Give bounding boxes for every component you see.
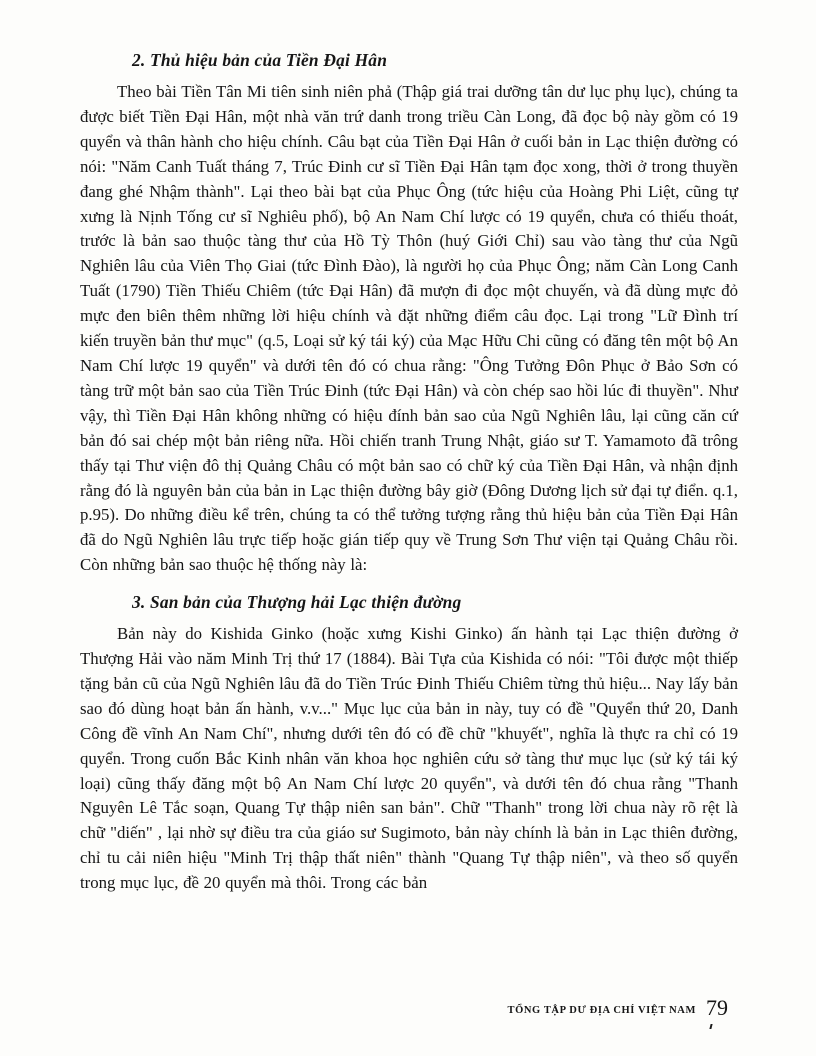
page-content	[80, 48, 738, 908]
page-number-wrap	[706, 997, 728, 1020]
section-2-heading: 2. Thủ hiệu bản của Tiền Đại Hân	[132, 50, 388, 70]
printer-tick-mark	[709, 1024, 712, 1029]
section-3-heading: 3. San bản của Thượng hải Lạc thiện đường	[132, 592, 462, 613]
page-number: 79	[706, 995, 728, 1020]
section-2-paragraph: Theo bài Tiền Tân Mi tiên sinh niên phả (Thập giá trai dưỡng tân dư lục phụ lục), chúng ta được biết Tiền Đại Hân, một nhà văn trứ danh trong triều Càn Long, đã đọc bộ này gồm có 19 quyển và thân hành cho hiệu chính. Câu bạt của Tiền Đại Hân ở cuối bản in Lạc thiện đường có nói: "Năm Canh Tuất tháng 7, Trúc Đinh cư sĩ Tiền Đại Hân tạm đọc xong, thời ở trong thuyền đang ghé Nhậm thành". Lại theo bài bạt của Phục Ông (tức hiệu của Hoàng Phi Liệt, cũng tự xưng là Nịnh Tống cư sĩ Nghiêu phố), bộ An Nam Chí lược có 19 quyển, chưa có thiếu thoát, trước là bản sao thuộc tàng thư của Hồ Tỳ Thôn (huý Giới Chỉ) sau vào tàng thư của Ngũ Nghiên lâu của Viên Thọ Giai (tức Đình Đào), là người họ của Phục Ông; năm Càn Long Canh Tuất (1790) Tiền Thiếu Chiêm (tức Đại Hân) đã mượn đi đọc một chuyến, và đã dùng mực đỏ mực đen biên thêm những lời hiệu chính và đặt những điểm câu đọc. Lại trong "Lữ Đình trí kiến truyền bản thư mục" (q.5, Loại sử ký tái ký) của Mạc Hữu Chi cũng có đăng tên một bộ An Nam Chí lược 19 quyển" và dưới tên đó có chua rằng: "Ông Tưởng Đôn Phục ở Bảo Sơn có tàng trữ một bản sao của Tiền Trúc Đinh (tức Đại Hân) và còn chép sao hồi lúc đi thuyền". Như vậy, thì Tiền Đại Hân không những có hiệu đính bản sao của Ngũ Nghiên lâu, lại cũng căn cứ bản đó sai chép một bản riêng nữa. Hồi chiến tranh Trung Nhật, giáo sư T. Yamamoto đã trông thấy tại Thư viện đô thị Quảng Châu có một bản sao có chữ ký của Tiền Đại Hân, và nhận định rằng đó là nguyên bản của bản in Lạc thiện đường bây giờ (Đông Dương lịch sử đại tự điển. q.1, p.95). Do những điều kể trên, chúng ta có thể tưởng tượng rằng thủ hiệu bản của Tiền Đại Hân đã do Ngũ Nghiên lâu trực tiếp hoặc gián tiếp quy về Trung Sơn Thư viện tại Quảng Châu rồi. Còn những bản sao thuộc hệ thống này là:	[80, 82, 738, 575]
section-3-paragraph: Bản này do Kishida Ginko (hoặc xưng Kishi Ginko) ấn hành tại Lạc thiện đường ở Thượng Hải vào năm Minh Trị thứ 17 (1884). Bài Tựa của Kishida có nói: "Tôi được một thiếp tặng bản cũ của Ngũ Nghiên lâu đã do Tiền Trúc Đinh Thiếu Chiêm từng thủ hiệu... Nay lấy bản sao đó dùng hoạt bản ấn hành, v.v..." Mục lục của bản in này, tuy có đề "Quyển thứ 20, Danh Công đề vĩnh An Nam Chí", nhưng dưới tên đó có đề chữ "khuyết", nghĩa là thực ra chỉ có 19 quyển. Trong cuốn Bắc Kinh nhân văn khoa học nghiên cứu sở tàng thư mục lục (sử ký tái ký loại) cũng thấy đăng một bộ An Nam Chí lược 20 quyển", và dưới tên đó chua rằng "Thanh Nguyên Lê Tắc soạn, Quang Tự thập niên san bản". Chữ "Thanh" trong lời chua này rõ rệt là chữ "diến" , lại nhờ sự điều tra của giáo sư Sugimoto, bản này chính là bản in Lạc thiên đường, chỉ tu cải niên hiệu "Minh Trị thập thất niên" thành "Quang Tự thập niên", và theo số quyển trong mục lục, đề 20 quyển mà thôi. Trong các bản	[80, 624, 738, 893]
page-footer	[507, 997, 728, 1020]
running-title: TỔNG TẬP DƯ ĐỊA CHÍ VIỆT NAM	[507, 1005, 696, 1016]
